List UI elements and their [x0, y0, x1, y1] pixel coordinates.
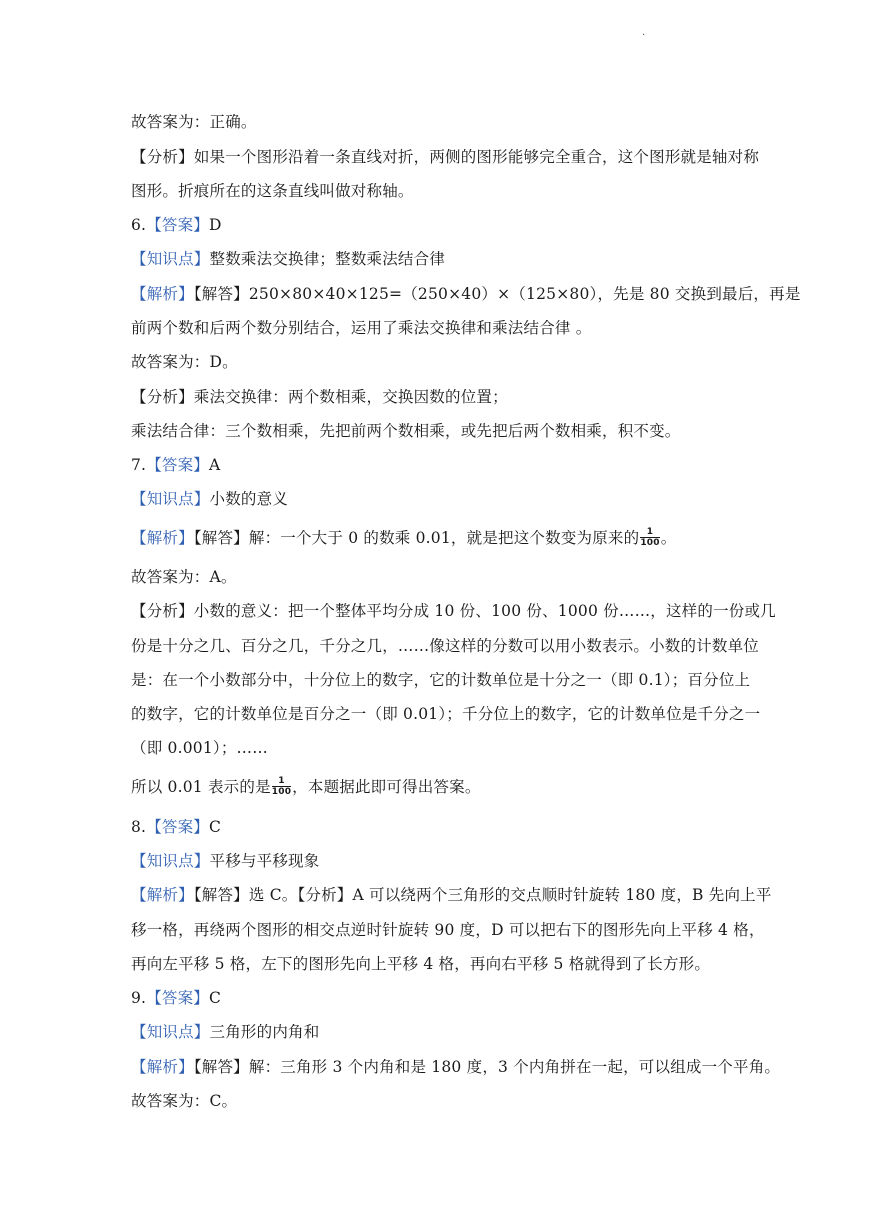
q7-answer: 7.【答案】A [131, 456, 221, 474]
q7-fenxi-line-3: 是：在一个小数部分中，十分位上的数字，它的计数单位是十分之一（即 0.1）；百分位上 [131, 671, 751, 689]
q7-analysis: 【解析】【解答】解：一个大于 0 的数乘 0.01，就是把这个数变为原来的 $\frac{1}{100}$ 。 [131, 526, 677, 548]
q6-fenxi-line-2: 乘法结合律：三个数相乘，先把前两个数相乘，或先把后两个数相乘，积不变。 [131, 422, 681, 440]
q5-analysis-line-1: 【分析】如果一个图形沿着一条直线对折，两侧的图形能够完全重合，这个图形就是轴对称 [131, 148, 760, 166]
q8-knowledge: 【知识点】平移与平移现象 [131, 852, 320, 870]
q7-conclusion: 故答案为：A。 [131, 568, 237, 586]
q9-answer: 9.【答案】C [131, 989, 222, 1007]
q7-fenxi-line-1: 【分析】小数的意义：把一个整体平均分成 10 份、100 份、1000 份……，这样的一份或几 [131, 602, 776, 620]
q6-knowledge: 【知识点】整数乘法交换律；整数乘法结合律 [131, 250, 446, 268]
q8-analysis-line-1: 【解析】【解答】选 C。【分析】A 可以绕两个三角形的交点顺时针旋转 180 度，B 先向上平 [131, 886, 772, 904]
q9-analysis-line-1: 【解析】【解答】解：三角形 3 个内角和是 180 度，3 个内角拼在一起，可以组成一个平角。 [131, 1058, 781, 1076]
q6-fenxi-line-1: 【分析】乘法交换律：两个数相乘，交换因数的位置； [131, 388, 508, 406]
q5-conclusion: 故答案为：正确。 [131, 113, 257, 131]
q7-fenxi-line-5: （即 0.001）；…… [131, 739, 268, 757]
q6-analysis-line-1: 【解析】【解答】250×80×40×125=（250×40）×（125×80），先是 80 交换到最后，再是 [131, 285, 801, 303]
q7-summary: 所以 0.01 表示的是 $\frac{1}{100}$ ，本题据此即可得出答案。 [131, 775, 481, 797]
q6-analysis-line-2: 前两个数和后两个数分别结合，运用了乘法交换律和乘法结合律 。 [131, 319, 592, 337]
q7-fenxi-line-4: 的数字，它的计数单位是百分之一（即 0.01）；千分位上的数字，它的计数单位是千分之一 [131, 705, 761, 723]
q6-conclusion: 故答案为：D。 [131, 353, 238, 371]
fraction-one-hundredth: $\frac{1}{100}$ [271, 775, 292, 797]
q9-knowledge: 【知识点】三角形的内角和 [131, 1023, 320, 1041]
q8-answer: 8.【答案】C [131, 818, 222, 836]
header-mark: · [642, 30, 646, 41]
fraction-one-hundredth: $\frac{1}{100}$ [640, 526, 660, 548]
q7-fenxi-line-2: 份是十分之几、百分之几，千分之几，……像这样的分数可以用小数表示。小数的计数单位 [131, 637, 760, 655]
q7-knowledge: 【知识点】小数的意义 [131, 490, 289, 508]
q6-answer: 6.【答案】D [131, 216, 222, 234]
q8-analysis-line-3: 再向左平移 5 格，左下的图形先向上平移 4 格，再向右平移 5 格就得到了长方形。 [131, 955, 711, 973]
q5-analysis-line-2: 图形。折痕所在的这条直线叫做对称轴。 [131, 182, 414, 200]
q9-conclusion: 故答案为：C。 [131, 1092, 238, 1110]
q8-analysis-line-2: 移一格，再绕两个图形的相交点逆时针旋转 90 度，D 可以把右下的图形先向上平移 4 格， [131, 921, 765, 939]
